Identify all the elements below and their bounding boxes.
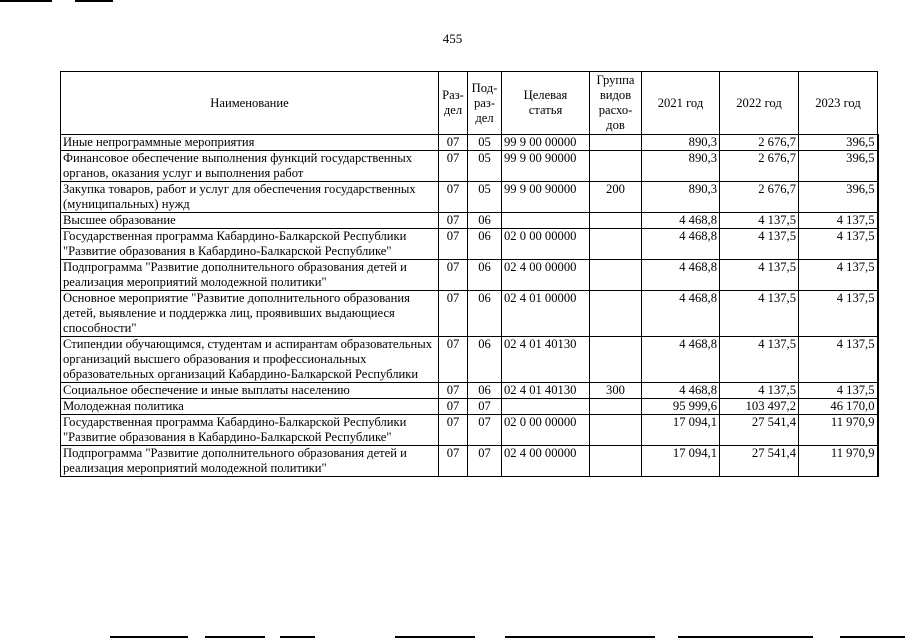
cell-name: Иные непрограммные мероприятия	[61, 135, 439, 151]
cell-group	[590, 260, 642, 291]
cell-2022: 2 676,7	[720, 135, 799, 151]
cell-podrazdel: 06	[468, 383, 502, 399]
cell-razdel: 07	[439, 446, 468, 477]
cell-2023: 4 137,5	[799, 291, 878, 337]
cell-razdel: 07	[439, 213, 468, 229]
cell-podrazdel: 06	[468, 337, 502, 383]
cell-2023: 4 137,5	[799, 229, 878, 260]
cell-podrazdel: 07	[468, 399, 502, 415]
cell-razdel: 07	[439, 399, 468, 415]
table-row	[61, 446, 878, 477]
table-row	[61, 383, 878, 399]
cell-2021: 890,3	[642, 135, 720, 151]
scan-artifact-line	[205, 636, 265, 638]
cell-2021: 95 999,6	[642, 399, 720, 415]
cell-2023: 4 137,5	[799, 213, 878, 229]
cell-podrazdel: 06	[468, 229, 502, 260]
scan-artifact-line	[75, 0, 113, 2]
cell-group	[590, 291, 642, 337]
header-razdel: Раз- дел	[439, 72, 468, 135]
cell-2021: 4 468,8	[642, 383, 720, 399]
cell-group	[590, 213, 642, 229]
page-number: 455	[442, 31, 463, 46]
cell-2023: 396,5	[799, 151, 878, 182]
cell-2022: 103 497,2	[720, 399, 799, 415]
header-group: Группа видов расхо- дов	[590, 72, 642, 135]
cell-2023: 46 170,0	[799, 399, 878, 415]
cell-target	[502, 213, 590, 229]
header-target: Целевая статья	[502, 72, 590, 135]
cell-name: Государственная программа Кабардино-Балкарской Республики "Развитие образования в Кабардино-Балкарской Республике"	[61, 415, 439, 446]
cell-razdel: 07	[439, 151, 468, 182]
cell-group	[590, 337, 642, 383]
cell-podrazdel: 06	[468, 213, 502, 229]
cell-group	[590, 415, 642, 446]
cell-2021: 4 468,8	[642, 229, 720, 260]
cell-2023: 4 137,5	[799, 260, 878, 291]
cell-2021: 17 094,1	[642, 415, 720, 446]
table-row	[61, 213, 878, 229]
table-row	[61, 135, 878, 151]
cell-podrazdel: 07	[468, 446, 502, 477]
cell-2022: 27 541,4	[720, 446, 799, 477]
cell-razdel: 07	[439, 182, 468, 213]
table-row	[61, 291, 878, 337]
header-2023: 2023 год	[799, 72, 878, 135]
table-row	[61, 415, 878, 446]
cell-2022: 4 137,5	[720, 383, 799, 399]
cell-razdel: 07	[439, 383, 468, 399]
cell-2021: 4 468,8	[642, 260, 720, 291]
cell-target: 99 9 00 90000	[502, 182, 590, 213]
cell-target: 02 4 00 00000	[502, 260, 590, 291]
cell-2021: 890,3	[642, 182, 720, 213]
cell-name: Закупка товаров, работ и услуг для обеспечения государственных (муниципальных) нужд	[61, 182, 439, 213]
cell-name: Основное мероприятие "Развитие дополнительного образования детей, выявление и поддержка лиц, проявивших выдающиеся способности"	[61, 291, 439, 337]
cell-name: Финансовое обеспечение выполнения функций государственных органов, оказания услуг и выполнения работ	[61, 151, 439, 182]
cell-group	[590, 135, 642, 151]
cell-razdel: 07	[439, 415, 468, 446]
table-row	[61, 151, 878, 182]
cell-2022: 4 137,5	[720, 291, 799, 337]
cell-name: Высшее образование	[61, 213, 439, 229]
cell-group: 200	[590, 182, 642, 213]
cell-podrazdel: 05	[468, 135, 502, 151]
cell-2022: 2 676,7	[720, 151, 799, 182]
cell-2022: 2 676,7	[720, 182, 799, 213]
cell-2021: 4 468,8	[642, 213, 720, 229]
table-body	[61, 135, 878, 477]
cell-group	[590, 151, 642, 182]
header-2022: 2022 год	[720, 72, 799, 135]
table-row	[61, 399, 878, 415]
cell-razdel: 07	[439, 260, 468, 291]
table-row	[61, 260, 878, 291]
table-row	[61, 182, 878, 213]
cell-2022: 4 137,5	[720, 260, 799, 291]
header-2021: 2021 год	[642, 72, 720, 135]
cell-2021: 890,3	[642, 151, 720, 182]
scan-artifact-line	[280, 636, 315, 638]
cell-name: Государственная программа Кабардино-Балкарской Республики "Развитие образования в Кабардино-Балкарской Республике"	[61, 229, 439, 260]
cell-podrazdel: 06	[468, 260, 502, 291]
scan-artifact-line	[0, 0, 52, 2]
cell-target: 02 4 00 00000	[502, 446, 590, 477]
cell-2022: 4 137,5	[720, 337, 799, 383]
cell-target: 99 9 00 00000	[502, 135, 590, 151]
table-row	[61, 337, 878, 383]
table-header-row	[61, 72, 878, 135]
cell-podrazdel: 06	[468, 291, 502, 337]
cell-razdel: 07	[439, 337, 468, 383]
cell-2022: 4 137,5	[720, 213, 799, 229]
cell-group	[590, 229, 642, 260]
cell-2021: 4 468,8	[642, 337, 720, 383]
header-name: Наименование	[61, 72, 439, 135]
cell-name: Молодежная политика	[61, 399, 439, 415]
cell-group	[590, 399, 642, 415]
cell-2022: 4 137,5	[720, 229, 799, 260]
cell-razdel: 07	[439, 291, 468, 337]
cell-2023: 11 970,9	[799, 415, 878, 446]
cell-target	[502, 399, 590, 415]
cell-2023: 4 137,5	[799, 383, 878, 399]
cell-2023: 396,5	[799, 135, 878, 151]
cell-2023: 396,5	[799, 182, 878, 213]
cell-target: 02 4 01 40130	[502, 337, 590, 383]
cell-group: 300	[590, 383, 642, 399]
cell-2021: 4 468,8	[642, 291, 720, 337]
budget-table	[60, 71, 879, 477]
scan-artifact-line	[840, 636, 905, 638]
cell-target: 02 4 01 00000	[502, 291, 590, 337]
cell-name: Подпрограмма "Развитие дополнительного образования детей и реализация мероприятий молодежной политики"	[61, 446, 439, 477]
cell-group	[590, 446, 642, 477]
scan-artifact-line	[505, 636, 655, 638]
scan-artifact-line	[110, 636, 188, 638]
scan-artifact-line	[395, 636, 475, 638]
cell-2021: 17 094,1	[642, 446, 720, 477]
header-podrazdel: Под- раз- дел	[468, 72, 502, 135]
table-row	[61, 229, 878, 260]
cell-2022: 27 541,4	[720, 415, 799, 446]
cell-podrazdel: 05	[468, 151, 502, 182]
cell-name: Социальное обеспечение и иные выплаты населению	[61, 383, 439, 399]
cell-razdel: 07	[439, 135, 468, 151]
cell-target: 02 0 00 00000	[502, 229, 590, 260]
cell-target: 99 9 00 90000	[502, 151, 590, 182]
cell-podrazdel: 05	[468, 182, 502, 213]
cell-target: 02 0 00 00000	[502, 415, 590, 446]
cell-2023: 11 970,9	[799, 446, 878, 477]
scan-artifact-line	[678, 636, 813, 638]
cell-name: Стипендии обучающимся, студентам и аспирантам образовательных организаций высшего образования и профессиональных образовательных организаций Кабардино-Балкарской Республики	[61, 337, 439, 383]
cell-razdel: 07	[439, 229, 468, 260]
cell-name: Подпрограмма "Развитие дополнительного образования детей и реализация мероприятий молодежной политики"	[61, 260, 439, 291]
cell-podrazdel: 07	[468, 415, 502, 446]
cell-2023: 4 137,5	[799, 337, 878, 383]
cell-target: 02 4 01 40130	[502, 383, 590, 399]
